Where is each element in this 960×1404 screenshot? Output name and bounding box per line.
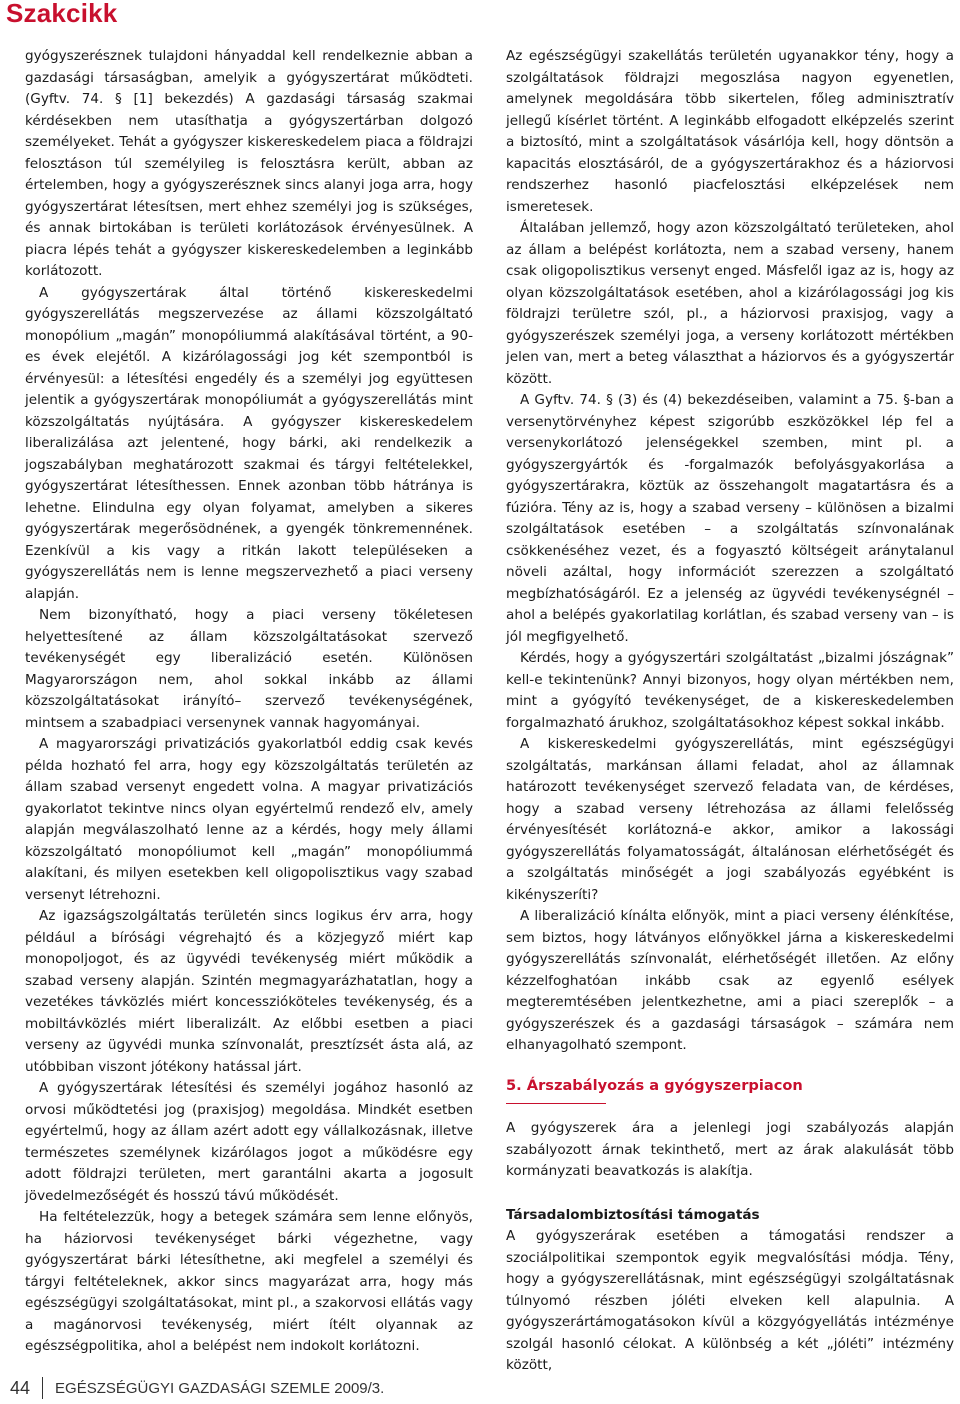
paragraph: gyógyszerésznek tulajdoni hányaddal kell rendelkeznie abban a gazdasági társaságban, amelyik a gyógyszertárat működteti. (Gyftv. 74. § [1] bekezdés) A gazdasági társaság szakmai kérdésekben nem utasíthatja a gyógyszertárban dolgozó személyeket. Tehát a gyógyszer kiskereskedelem piaca a földrajzi felosztáson túl személyileg is felosztásra került, abban az értelemben, hogy a gyógyszerésznek sincs alanyi joga arra, hogy gyógyszertárat létesítsen, mert ehhez személyi jog is szükséges, és annak birtokában is területi korlátozások érvényesülnek. A piacra lépés tehát a gyógyszer kiskereskedelemben a leginkább korlátozott. [25,48,473,279]
paragraph: Az egészségügyi szakellátás területén ugyanakkor tény, hogy a szolgáltatások földrajzi megoszlása nagyon egyenetlen, amelynek megoldására több sikertelen, főleg adminisztratív jellegű kísérlet történt. A leginkább elfogadott elképzelés szerint a biztosító, mint a szolgáltatások vásárlója kell, hogy döntsön a kapacitás elosztásáról, de a gyógyszertárakhoz és a háziorvosi rendszerhez hasonló piacfelosztási elképzelések nem ismeretesek. [506,48,954,215]
left-column [25,46,473,1358]
paragraph: A magyarországi privatizációs gyakorlatból eddig csak kevés példa hozható fel arra, hogy egy közszolgáltatás területén az állam szabad versenyt engedett volna. A magyar privatizációs gyakorlatot tekintve nincs olyan egyértelmű rendező elv, amely alapján megválaszolható lenne az a kérdés, hogy mely állami közszolgáltató monopóliumot kell „magán” monopóliummá alakítani, és milyen esetekben kell oligopolisztikus vagy szabad versenyt létrehozni. [25,736,473,903]
page-number: 44 [10,1377,31,1398]
section-label: Szakcikk [6,0,118,28]
heading-underline [506,1103,606,1104]
journal-title: EGÉSZSÉGÜGYI GAZDASÁGI SZEMLE 2009/3. [55,1379,385,1397]
paragraph: Az igazságszolgáltatás területén sincs logikus érv arra, hogy például a bírósági végrehajtó és a közjegyző miért kap monopoljogot, és az ügyvédi tevékenység miért működik a szabad verseny alapján. Szintén megmagyarázhatatlan, hogy a vezetékes távközlés miért koncesszióköteles tevékenység, és a mobiltávközlés miért liberalizált. Az előbbi esetben a piaci verseny az ügyvédi munka színvonalát, presztízsét ásta alá, az utóbbiban viszont jótékony hatással járt. [25,908,473,1075]
paragraph: A liberalizáció kínálta előnyök, mint a piaci verseny élénkítése, sem biztos, hogy látványos előnyökkel járna a kiskereskedelmi gyógyszerellátás színvonalát, elérhetőségét illetően. Az előny kézzelfoghatóan inkább csak az egyenlő esélyek megteremtésében jelentkezhetne, ami a piaci szereplők – a gyógyszerészek és a gazdasági társaságok – számára nem elhanyagolható szempont. [506,908,954,1053]
paragraph: A gyógyszerek ára a jelenlegi jogi szabályozás alapján szabályozott árnak tekinthető, mert az árak alakulását több kormányzati beavatkozás is alakítja. [506,1120,954,1179]
page-footer [10,1377,384,1399]
paragraph: Nem bizonyítható, hogy a piaci verseny tökéletesen helyettesítené az állam közszolgáltatásokat szervező tevékenységét egy liberalizáció esetén. Különösen Magyarországon nem, ahol sokkal inkább az állami közszolgáltatásokat irányító– szervező tevékenységének, mintsem a szabadpiaci versenynek vannak hagyományai. [25,607,473,731]
footer-divider [42,1377,43,1399]
paragraph: Kérdés, hogy a gyógyszertári szolgáltatást „bizalmi jószágnak” kell-e tekintenünk? Annyi bizonyos, hogy olyan mértékben nem, mint a gyógyító tevékenységet, de a kiskereskedelemben forgalmazható árukhoz, szolgáltatásokhoz képest sokkal inkább. [506,650,954,731]
paragraph: A gyógyszertárak által történő kiskereskedelmi gyógyszerellátás megszervezése az állami közszolgáltató monopólium „magán” monopóliummá alakításával történt, a 90-es évek elejétől. A kizárólagossági jog két szempontból is érvényesül: a létesítési engedély és a személyi jog együttesen jelentik a gyógyszertárak monopóliumát a gyógyszerellátás mint közszolgáltatás nyújtására. A gyógyszer kiskereskedelem liberalizálása azt jelentené, hogy bárki, aki rendelkezik a jogszabályban meghatározott szakmai és tárgyi feltételekkel, gyógyszertárat létesíthessen. Ennek azonban több hátránya is lehetne. Elindulna egy olyan folyamat, amelyben a sikeres gyógyszertárak megerősödnének, a gyengék tönkremennének. Ezenkívül a kis vagy a ritkán lakott településeken a gyógyszerellátás nem is lenne megszervezhető a piaci verseny alapján. [25,284,473,602]
paragraph: A kiskereskedelmi gyógyszerellátás, mint egészségügyi szolgáltatás, markánsan állami feladat, ahol az államnak határozott tevékenységet szervező feladata van, de kérdéses, hogy a szabad verseny létrehozása az állami felelősség érvényesítését korlátozná-e akkor, amikor a lakossági gyógyszerellátás folyamatosságát, általánosan elérhetőségét és a szolgáltatás minőségét a jogi szabályozás egyébként is kikényszeríti? [506,736,954,903]
paragraph: A gyógyszertárak létesítési és személyi jogához hasonló az orvosi működtetési jog (praxisjog) megoldása. Mindkét esetben egyértelmű, hogy az állam azért adott egy vállalkozásnak, illetve természetes személynek kizárólagos jogot a működésre egy adott földrajzi területen, mert garantálni akarta a jogosult jövedelmezőségét és hosszú távú működését. [25,1080,473,1204]
section-heading: 5. Árszabályozás a gyógyszerpiacon [506,1076,803,1094]
subheading: Társadalombiztosítási támogatás [506,1206,760,1223]
paragraph: Általában jellemző, hogy azon közszolgáltató területeken, ahol az állam a belépést korlátozta, nem a szabad verseny, hanem csak oligopolisztikus versenyt enged. Másfelől igaz az is, hogy az olyan közszolgáltatások esetében, ahol a kizárólagossági jog kis földrajzi területre szól, pl., a háziorvosi praxisjog, vagy a gyógyszerészek személyi joga, a verseny korlátozott mértékben jelen van, mert a beteg választhat a háziorvos és a gyógyszertár között. [506,220,954,387]
paragraph: A gyógyszerárak esetében a támogatási rendszer a szociálpolitikai szempontok egyik megvalósítási módja. Tény, hogy a gyógyszerellátásnak, mint egészségügyi szolgáltatásnak túlnyomó részben jóléti elveken kell alapulnia. A gyógyszerártámogatásokon kívül a közgyógyellátás intézménye szolgál hasonló célokat. A különbség a két „jóléti” intézmény között, [506,1228,954,1373]
right-column [506,46,954,1377]
paragraph: A Gyftv. 74. § (3) és (4) bekezdéseiben, valamint a 75. §-ban a versenytörvényhez képest szigorúbb eszközökkel lép fel a versenykorlátozó jelenségekkel szemben, mint pl. a gyógyszergyártók és -forgalmazók befolyásgyakorlása a gyógyszertárakra, köztük az összehangolt magatartásra és a fúzióra. Tény az is, hogy a szabad verseny – különösen a bizalmi szolgáltatások esetében – a szolgáltatás színvonalának csökkenéséhez vezet, és a fogyasztó költségeit aránytalanul növeli azáltal, hogy információt szerezzen a szolgáltató megbízhatóságáról. Ez a jelenség az ügyvédi tevékenységnél – ahol a belépés gyakorlatilag korlátlan, és szabad verseny van – is jól megfigyelhető. [506,392,954,645]
paragraph: Ha feltételezzük, hogy a betegek számára sem lenne előnyös, ha háziorvosi tevékenységet bárki végezhetne, vagy gyógyszertárat bárki létesíthetne, aki megfelel a személyi és tárgyi feltételeknek, akkor sincs magyarázat arra, hogy más egészségügyi szolgáltatásokat, mint pl., a szakorvosi ellátás vagy a magánorvosi tevékenység, miért ítélt olyannak az egészségpolitika, ahol a belépést nem indokolt korlátozni. [25,1209,473,1354]
